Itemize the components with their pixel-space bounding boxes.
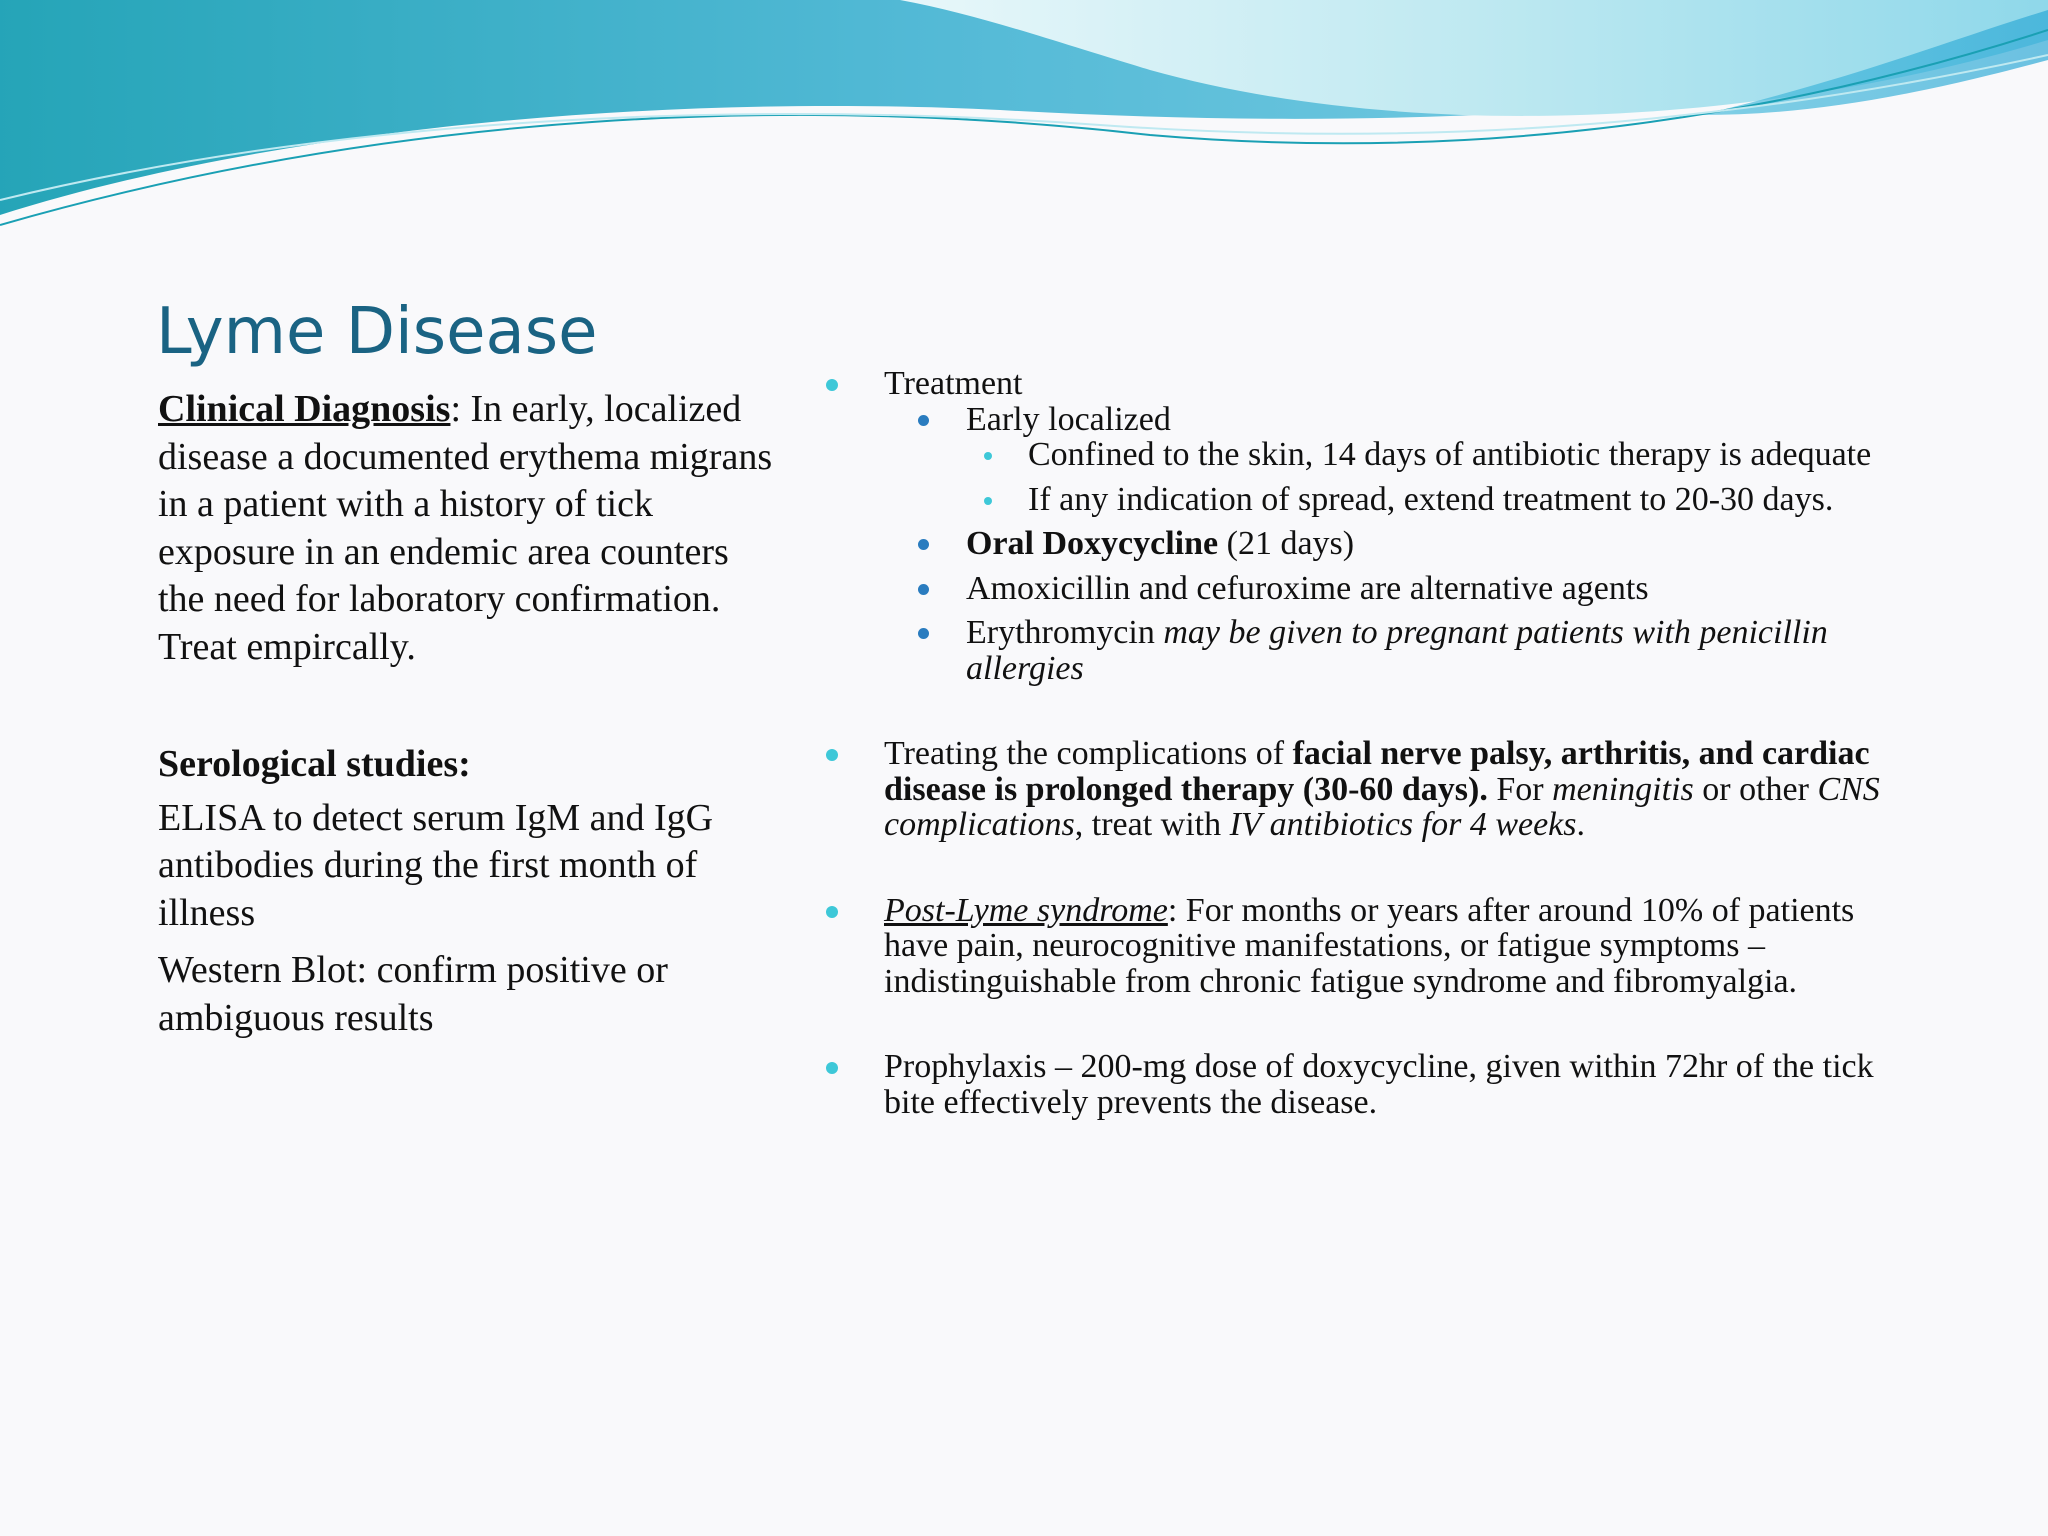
treatment-label: Treatment — [884, 365, 1023, 402]
complications-iv: IV antibiotics for 4 weeks — [1229, 806, 1577, 843]
complications-intro: Treating the complications of — [884, 735, 1293, 772]
clinical-diagnosis-heading: Clinical Diagnosis — [158, 388, 451, 430]
erythromycin-italic: may be given to pregnant patients with penicillin allergies — [966, 614, 1828, 687]
bullet-confined-skin: Confined to the skin, 14 days of antibiotic therapy is adequate — [972, 437, 1926, 473]
complications-bold: facial nerve palsy, arthritis, and cardiac disease is prolonged therapy (30-60 days). — [884, 735, 1870, 808]
bullet-post-lyme — [826, 893, 1926, 1000]
oral-doxycycline-duration: (21 days) — [1218, 525, 1355, 562]
post-lyme-text: : For months or years after around 10% of patients have pain, neurocognitive manifestations, or fatigue symptoms – indistinguishable from chronic fatigue syndrome and fibromyalgia. — [884, 891, 1855, 1000]
bullet-spread: If any indication of spread, extend treatment to 20-30 days. — [972, 482, 1926, 518]
bullet-early-localized — [908, 402, 1926, 518]
complications-cns: CNS complications — [884, 770, 1880, 843]
bullet-treatment — [826, 366, 1926, 686]
treatment-sublist — [884, 402, 1926, 687]
post-lyme-label: Post-Lyme syndrome — [884, 891, 1168, 929]
right-column — [826, 366, 1926, 1120]
bullet-erythromycin — [908, 615, 1926, 686]
complications-meningitis: meningitis — [1552, 770, 1694, 808]
complications-or-other: or other — [1693, 770, 1818, 808]
complications-end: . — [1576, 806, 1585, 843]
bullet-prophylaxis: Prophylaxis – 200-mg dose of doxycycline, given within 72hr of the tick bite effectively prevents the disease. — [826, 1049, 1926, 1120]
clinical-diagnosis-text: : In early, localized disease a documented erythema migrans in a patient with a history of tick exposure in an endemic area counters the need for laboratory confirmation. Treat empircally. — [158, 388, 773, 668]
early-localized-label: Early localized — [966, 400, 1171, 438]
serological-studies-heading: Serological studies: — [158, 743, 471, 785]
bullet-complications — [826, 736, 1926, 843]
oral-doxycycline-bold: Oral Doxycycline — [966, 525, 1219, 562]
erythromycin-plain: Erythromycin — [966, 614, 1164, 651]
complications-for: For — [1487, 770, 1553, 808]
complications-treat-with: , treat with — [1074, 806, 1230, 843]
clinical-diagnosis-paragraph — [158, 386, 778, 671]
western-blot-paragraph: Western Blot: confirm positive or ambiguous results — [158, 949, 668, 1039]
slide-title: Lyme Disease — [156, 295, 598, 369]
header-wave-decoration — [0, 0, 2048, 240]
early-localized-sublist — [966, 437, 1926, 517]
main-bullet-list — [826, 366, 1926, 1120]
bullet-oral-doxycycline — [908, 526, 1926, 562]
left-column — [158, 386, 778, 1042]
bullet-amoxicillin: Amoxicillin and cefuroxime are alternative agents — [908, 571, 1926, 607]
elisa-paragraph: ELISA to detect serum IgM and IgG antibodies during the first month of illness — [158, 796, 714, 934]
